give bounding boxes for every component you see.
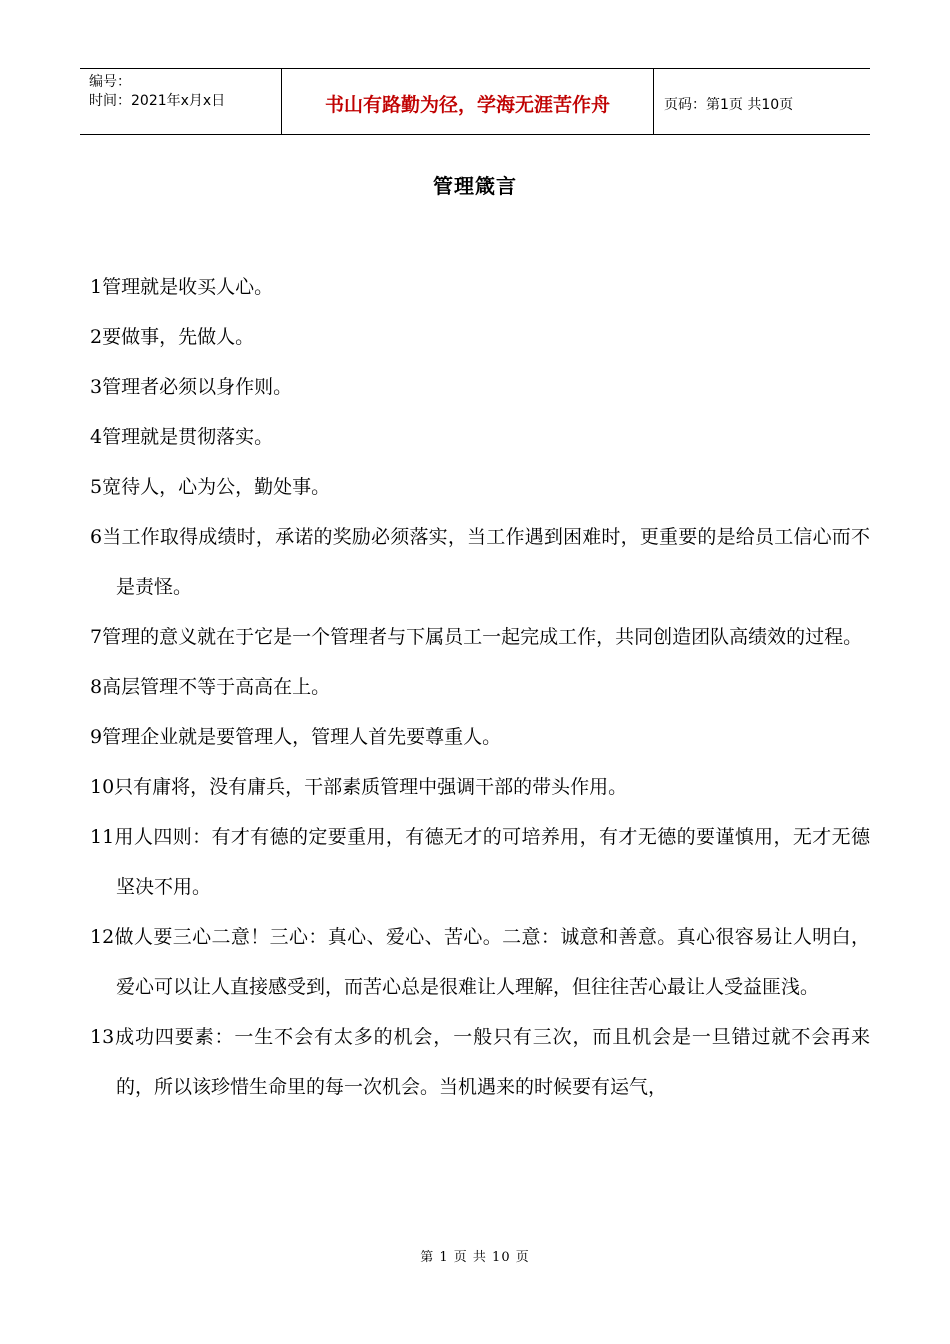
list-item: 4管理就是贯彻落实。 (90, 426, 274, 448)
maxim-list (90, 262, 870, 1112)
motto-text: 书山有路勤为径，学海无涯苦作舟 (324, 94, 610, 116)
header-page-cell (654, 69, 870, 134)
list-item: 5宽待人，心为公，勤处事。 (90, 476, 331, 498)
list-item: 3管理者必须以身作则。 (90, 376, 293, 398)
page-title: 管理箴言 (433, 174, 517, 198)
page-footer: 第 1 页 共 10 页 (420, 1250, 530, 1265)
date-label: 时间：2021年x月x日 (89, 93, 226, 109)
list-item: 1管理就是收买人心。 (90, 276, 274, 298)
page-info: 页码：第1页 共10页 (664, 96, 794, 113)
list-item: 8高层管理不等于高高在上。 (90, 676, 331, 698)
header-motto-cell (282, 69, 654, 134)
list-item: 12做人要三心二意！三心：真心、爱心、苦心。二意：诚意和善意。真心很容易让人明白，爱心可以让人直接感受到，而苦心总是很难让人理解，但往往苦心最让人受益匪浅。 (90, 926, 870, 998)
list-item: 2要做事，先做人。 (90, 326, 255, 348)
list-item: 9管理企业就是要管理人，管理人首先要尊重人。 (90, 726, 502, 748)
list-item: 7管理的意义就在于它是一个管理者与下属员工一起完成工作，共同创造团队高绩效的过程。 (90, 626, 863, 648)
list-item: 6当工作取得成绩时，承诺的奖励必须落实，当工作遇到困难时，更重要的是给员工信心而不是责怪。 (90, 526, 870, 598)
document-header (80, 68, 870, 135)
serial-label: 编号： (89, 74, 131, 90)
list-item: 10只有庸将，没有庸兵，干部素质管理中强调干部的带头作用。 (90, 776, 628, 798)
header-meta-cell (80, 69, 282, 134)
list-item: 11用人四则：有才有德的定要重用，有德无才的可培养用，有才无德的要谨慎用，无才无德坚决不用。 (90, 826, 870, 898)
list-item: 13成功四要素：一生不会有太多的机会，一般只有三次，而且机会是一旦错过就不会再来的，所以该珍惜生命里的每一次机会。当机遇来的时候要有运气， (90, 1026, 870, 1098)
